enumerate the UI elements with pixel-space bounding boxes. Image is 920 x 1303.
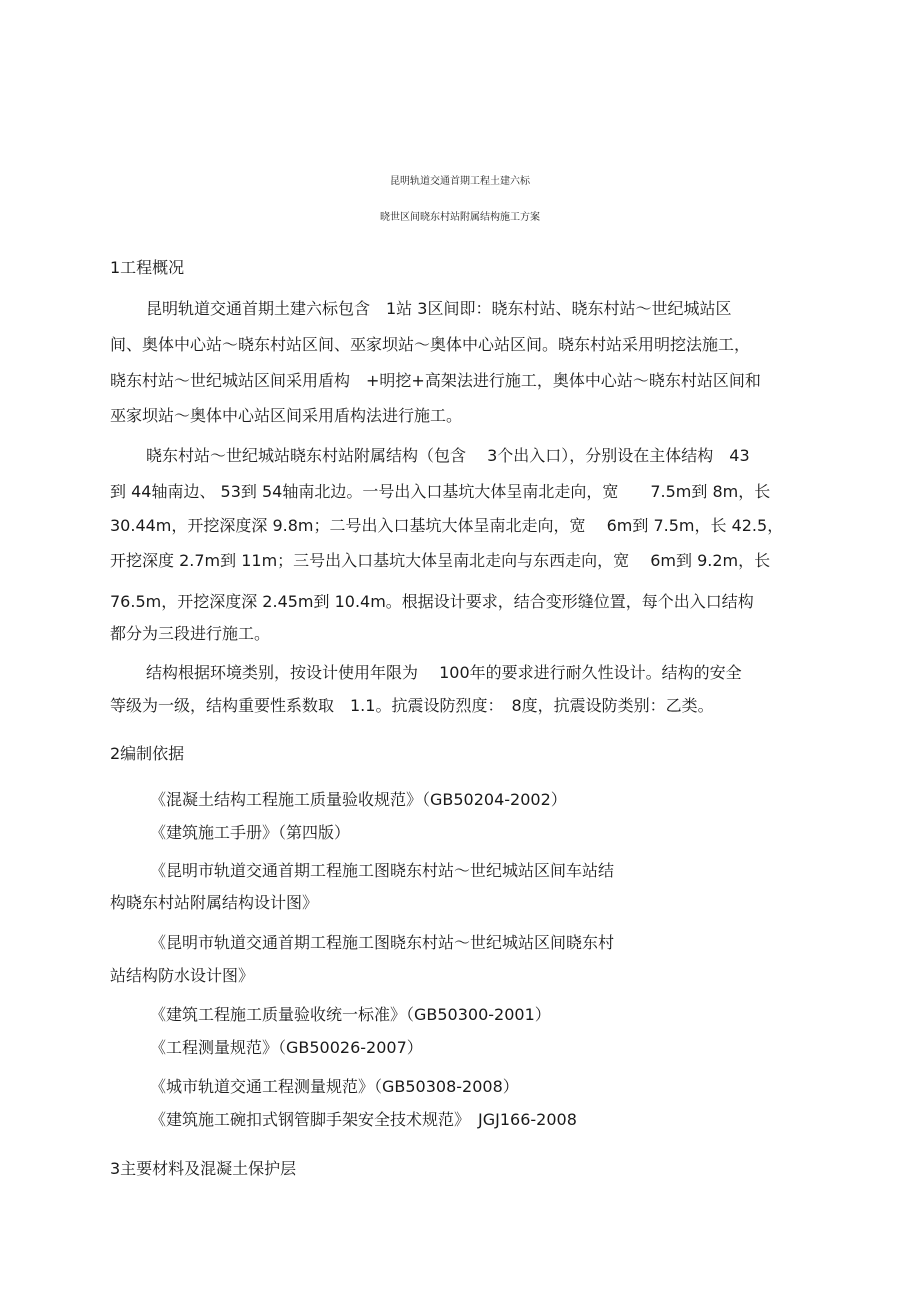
paragraph-line: 晓东村站～世纪城站区间采用盾构 +明挖+高架法进行施工，奥体中心站～晓东村站区间和 xyxy=(110,371,761,390)
paragraph-line: 都分为三段进行施工。 xyxy=(110,624,271,643)
section-heading-overview: 1工程概况 xyxy=(110,258,185,277)
paragraph-line: 76.5m，开挖深度深 2.45m到 10.4m。根据设计要求，结合变形缝位置，每个出入口结构 xyxy=(110,592,754,611)
document-title: 昆明轨道交通首期工程土建六标 xyxy=(390,176,530,187)
reference-item: 《昆明市轨道交通首期工程施工图晓东村站～世纪城站区间车站结 xyxy=(150,861,615,880)
reference-item: 《工程测量规范》（GB50026-2007） xyxy=(150,1038,423,1057)
paragraph-line: 结构根据环境类别，按设计使用年限为 100年的要求进行耐久性设计。结构的安全 xyxy=(146,663,742,682)
reference-item: 《建筑施工手册》（第四版） xyxy=(150,823,351,842)
paragraph-line: 等级为一级，结构重要性系数取 1.1。抗震设防烈度： 8度，抗震设防类别：乙类。 xyxy=(110,696,714,715)
reference-item: 《昆明市轨道交通首期工程施工图晓东村站～世纪城站区间晓东村 xyxy=(150,933,615,952)
section-heading-basis: 2编制依据 xyxy=(110,744,185,763)
paragraph-line: 到 44轴南边、 53到 54轴南北边。一号出入口基坑大体呈南北走向，宽 7.5m到 8m，长 xyxy=(110,482,771,501)
reference-item: 《混凝土结构工程施工质量验收规范》（GB50204-2002） xyxy=(150,790,567,809)
reference-item: 《城市轨道交通工程测量规范》（GB50308-2008） xyxy=(150,1077,519,1096)
paragraph-line: 开挖深度 2.7m到 11m；三号出入口基坑大体呈南北走向与东西走向，宽 6m到 9.2m，长 xyxy=(110,551,771,570)
reference-item: 构晓东村站附属结构设计图》 xyxy=(110,893,319,912)
paragraph-line: 巫家坝站～奥体中心站区间采用盾构法进行施工。 xyxy=(110,406,463,425)
paragraph-line: 间、奥体中心站～晓东村站区间、巫家坝站～奥体中心站区间。晓东村站采用明挖法施工， xyxy=(110,335,751,354)
reference-item: 《建筑施工碗扣式钢管脚手架安全技术规范》 JGJ166-2008 xyxy=(150,1110,577,1129)
reference-item: 站结构防水设计图》 xyxy=(110,966,255,985)
section-heading-materials: 3主要材料及混凝土保护层 xyxy=(110,1159,297,1178)
paragraph-line: 晓东村站～世纪城站晓东村站附属结构（包含 3个出入口），分别设在主体结构 43 xyxy=(146,446,750,465)
paragraph-line: 30.44m，开挖深度深 9.8m；二号出入口基坑大体呈南北走向，宽 6m到 7.5m，长 42.5， xyxy=(110,516,784,535)
reference-item: 《建筑工程施工质量验收统一标准》（GB50300-2001） xyxy=(150,1005,551,1024)
document-subtitle: 晓世区间晓东村站附属结构施工方案 xyxy=(380,212,540,223)
paragraph-line: 昆明轨道交通首期土建六标包含 1站 3区间即：晓东村站、晓东村站～世纪城站区 xyxy=(146,299,732,318)
